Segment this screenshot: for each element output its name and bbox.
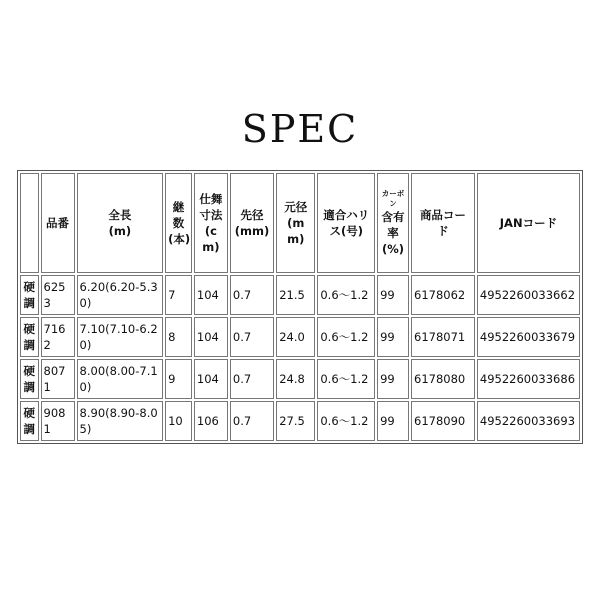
cell-code: 8071 [41, 359, 75, 399]
cell-length: 8.90(8.90-8.05) [77, 401, 164, 441]
table-row [20, 401, 580, 441]
cell-closed-length: 104 [194, 359, 228, 399]
header-line-rating: 適合ハリ ス(号) [317, 173, 375, 273]
cell-code: 9081 [41, 401, 75, 441]
header-closed-length: 仕舞 寸法 (cm) [194, 173, 228, 273]
header-jan-code: JANコード [477, 173, 580, 273]
cell-carbon-content: 99 [377, 359, 409, 399]
cell-product-code: 6178080 [411, 359, 475, 399]
cell-sections: 7 [165, 275, 192, 315]
header-code: 品番 [41, 173, 75, 273]
header-tip-diameter: 先径 (mm) [230, 173, 274, 273]
cell-length: 6.20(6.20-5.30) [77, 275, 164, 315]
header-row [20, 173, 580, 273]
cell-tip-diameter: 0.7 [230, 317, 274, 357]
cell-code: 7162 [41, 317, 75, 357]
cell-carbon-content: 99 [377, 401, 409, 441]
cell-sections: 8 [165, 317, 192, 357]
table-row [20, 359, 580, 399]
header-butt-diameter: 元径 (mm) [276, 173, 315, 273]
cell-jan-code: 4952260033693 [477, 401, 580, 441]
spec-table [17, 170, 583, 444]
cell-kind: 硬調 [20, 317, 39, 357]
cell-product-code: 6178090 [411, 401, 475, 441]
cell-length: 8.00(8.00-7.10) [77, 359, 164, 399]
page-title: SPEC [241, 107, 359, 151]
cell-carbon-content: 99 [377, 275, 409, 315]
cell-kind: 硬調 [20, 275, 39, 315]
cell-sections: 10 [165, 401, 192, 441]
header-product-code: 商品コー ド [411, 173, 475, 273]
cell-carbon-content: 99 [377, 317, 409, 357]
cell-tip-diameter: 0.7 [230, 359, 274, 399]
cell-butt-diameter: 24.0 [276, 317, 315, 357]
cell-butt-diameter: 24.8 [276, 359, 315, 399]
cell-length: 7.10(7.10-6.20) [77, 317, 164, 357]
cell-butt-diameter: 27.5 [276, 401, 315, 441]
cell-product-code: 6178071 [411, 317, 475, 357]
header-length: 全長 (m) [77, 173, 164, 273]
cell-jan-code: 4952260033686 [477, 359, 580, 399]
header-kind [20, 173, 39, 273]
cell-tip-diameter: 0.7 [230, 275, 274, 315]
cell-closed-length: 106 [194, 401, 228, 441]
cell-sections: 9 [165, 359, 192, 399]
cell-closed-length: 104 [194, 275, 228, 315]
cell-line-rating: 0.6～1.2 [317, 275, 375, 315]
table-row [20, 317, 580, 357]
cell-line-rating: 0.6～1.2 [317, 359, 375, 399]
cell-butt-diameter: 21.5 [276, 275, 315, 315]
cell-product-code: 6178062 [411, 275, 475, 315]
cell-tip-diameter: 0.7 [230, 401, 274, 441]
cell-closed-length: 104 [194, 317, 228, 357]
cell-line-rating: 0.6～1.2 [317, 401, 375, 441]
header-carbon-content: カーボン 含有 率 (%) [377, 173, 409, 273]
cell-kind: 硬調 [20, 401, 39, 441]
cell-line-rating: 0.6～1.2 [317, 317, 375, 357]
table-row [20, 275, 580, 315]
header-sections: 継 数 (本) [165, 173, 192, 273]
cell-kind: 硬調 [20, 359, 39, 399]
cell-code: 6253 [41, 275, 75, 315]
cell-jan-code: 4952260033679 [477, 317, 580, 357]
cell-jan-code: 4952260033662 [477, 275, 580, 315]
